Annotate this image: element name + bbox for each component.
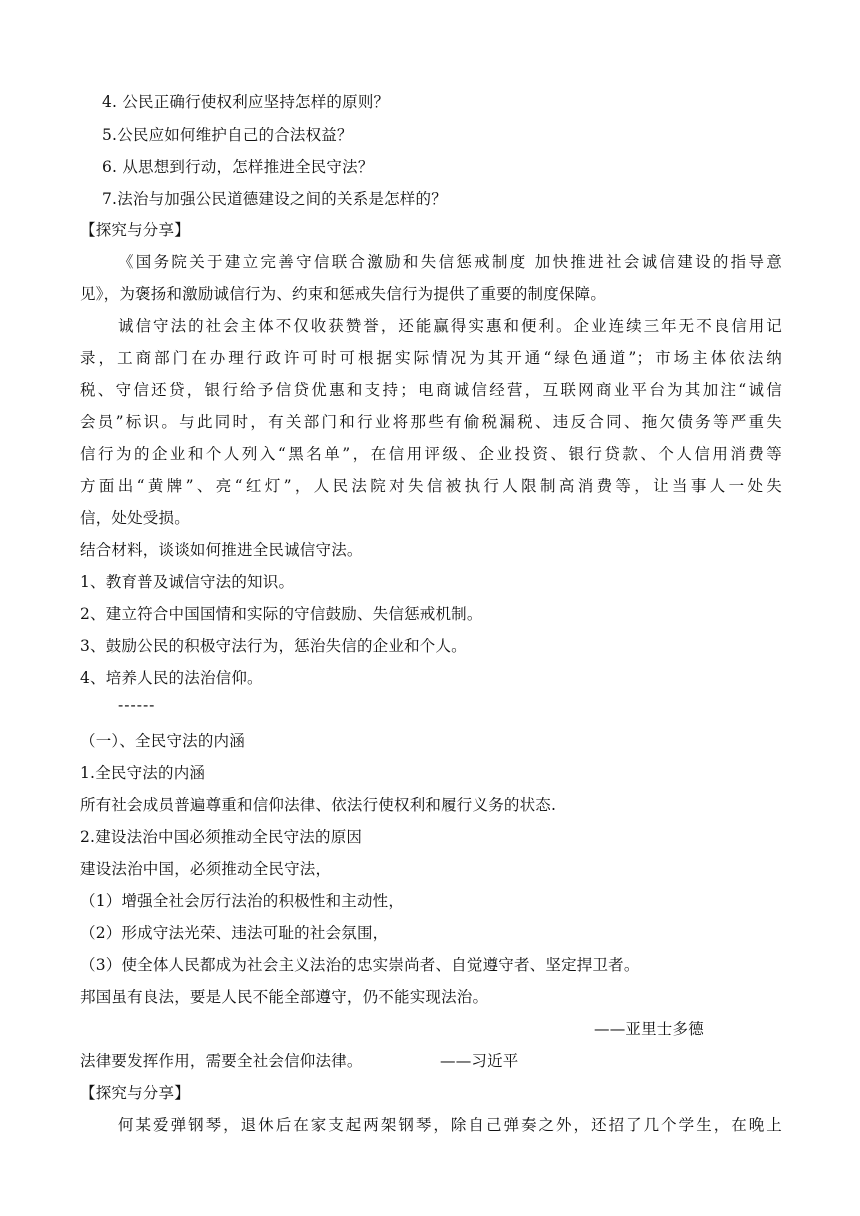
section-heading-explore-share: 【探究与分享】 [80,1084,190,1102]
reason-item: （3）使全体人民都成为社会主义法治的忠实崇尚者、自觉遵守者、坚定捍卫者。 [80,956,640,974]
quote-text: 邦国虽有良法，要是人民不能全部遵守，仍不能实现法治。 [80,988,489,1006]
question-4: 4. 公民正确行使权利应坚持怎样的原则？ [102,93,390,111]
paragraph-line: 《国务院关于建立完善守信联合激励和失信惩戒制度 加快推进社会诚信建设的指导意 [118,253,782,271]
item-title: 1.全民守法的内涵 [80,764,206,782]
answer-item: 2、建立符合中国国情和实际的守信鼓励、失信惩戒机制。 [80,605,483,623]
paragraph-line: 诚信守法的社会主体不仅收获赞誉，还能赢得实惠和便利。企业连续三年无不良信用记 [118,317,782,335]
separator-dashes: ------ [118,696,156,714]
question-7: 7.法治与加强公民道德建设之间的关系是怎样的？ [102,190,447,208]
paragraph-line: 方面出“黄牌”、亮“红灯”，人民法院对失信被执行人限制高消费等，让当事人一处失 [80,477,782,495]
paragraph-line: 信，处处受损。 [80,509,190,527]
paragraph-line: 见》，为褒扬和激励诚信行为、约束和惩戒失信行为提供了重要的制度保障。 [80,285,607,303]
paragraph-line: 税、守信还贷，银行给予信贷优惠和支持；电商诚信经营，互联网商业平台为其加注“诚信 [80,381,782,399]
answer-item: 1、教育普及诚信守法的知识。 [80,573,295,591]
paragraph-line: 何某爱弹钢琴，退休后在家支起两架钢琴，除自己弹奏之外，还招了几个学生，在晚上 [118,1116,782,1134]
discussion-prompt: 结合材料，谈谈如何推进全民诚信守法。 [80,541,363,559]
question-5: 5.公民应如何维护自己的合法权益？ [102,126,353,144]
item-text: 所有社会成员普遍尊重和信仰法律、依法行使权利和履行义务的状态. [80,796,557,814]
quote-text: 法律要发挥作用，需要全社会信仰法律。 [80,1052,363,1070]
quote-author: ——亚里士多德 [594,1020,704,1038]
answer-item: 3、鼓励公民的积极守法行为，惩治失信的企业和个人。 [80,637,467,655]
section-heading-explore-share: 【探究与分享】 [80,221,190,239]
quote-author: ——习近平 [440,1052,519,1070]
reason-item: （1）增强全社会厉行法治的积极性和主动性， [80,892,405,910]
paragraph-line: 会员”标识。与此同时，有关部门和行业将那些有偷税漏税、违反合同、拖欠债务等严重失 [80,413,782,431]
paragraph-line: 录，工商部门在办理行政许可时可根据实际情况为其开通“绿色通道”；市场主体依法纳 [80,349,782,367]
question-6: 6. 从思想到行动，怎样推进全民守法？ [102,158,374,176]
item-text: 建设法治中国，必须推动全民守法， [80,860,332,878]
item-title: 2.建设法治中国必须推动全民守法的原因 [80,828,363,846]
reason-item: （2）形成守法光荣、违法可耻的社会氛围， [80,924,389,942]
answer-item: 4、培养人民的法治信仰。 [80,669,263,687]
subsection-heading: （一）、全民守法的内涵 [80,732,245,750]
paragraph-line: 信行为的企业和个人列入“黑名单”，在信用评级、企业投资、银行贷款、个人信用消费等 [80,445,782,463]
